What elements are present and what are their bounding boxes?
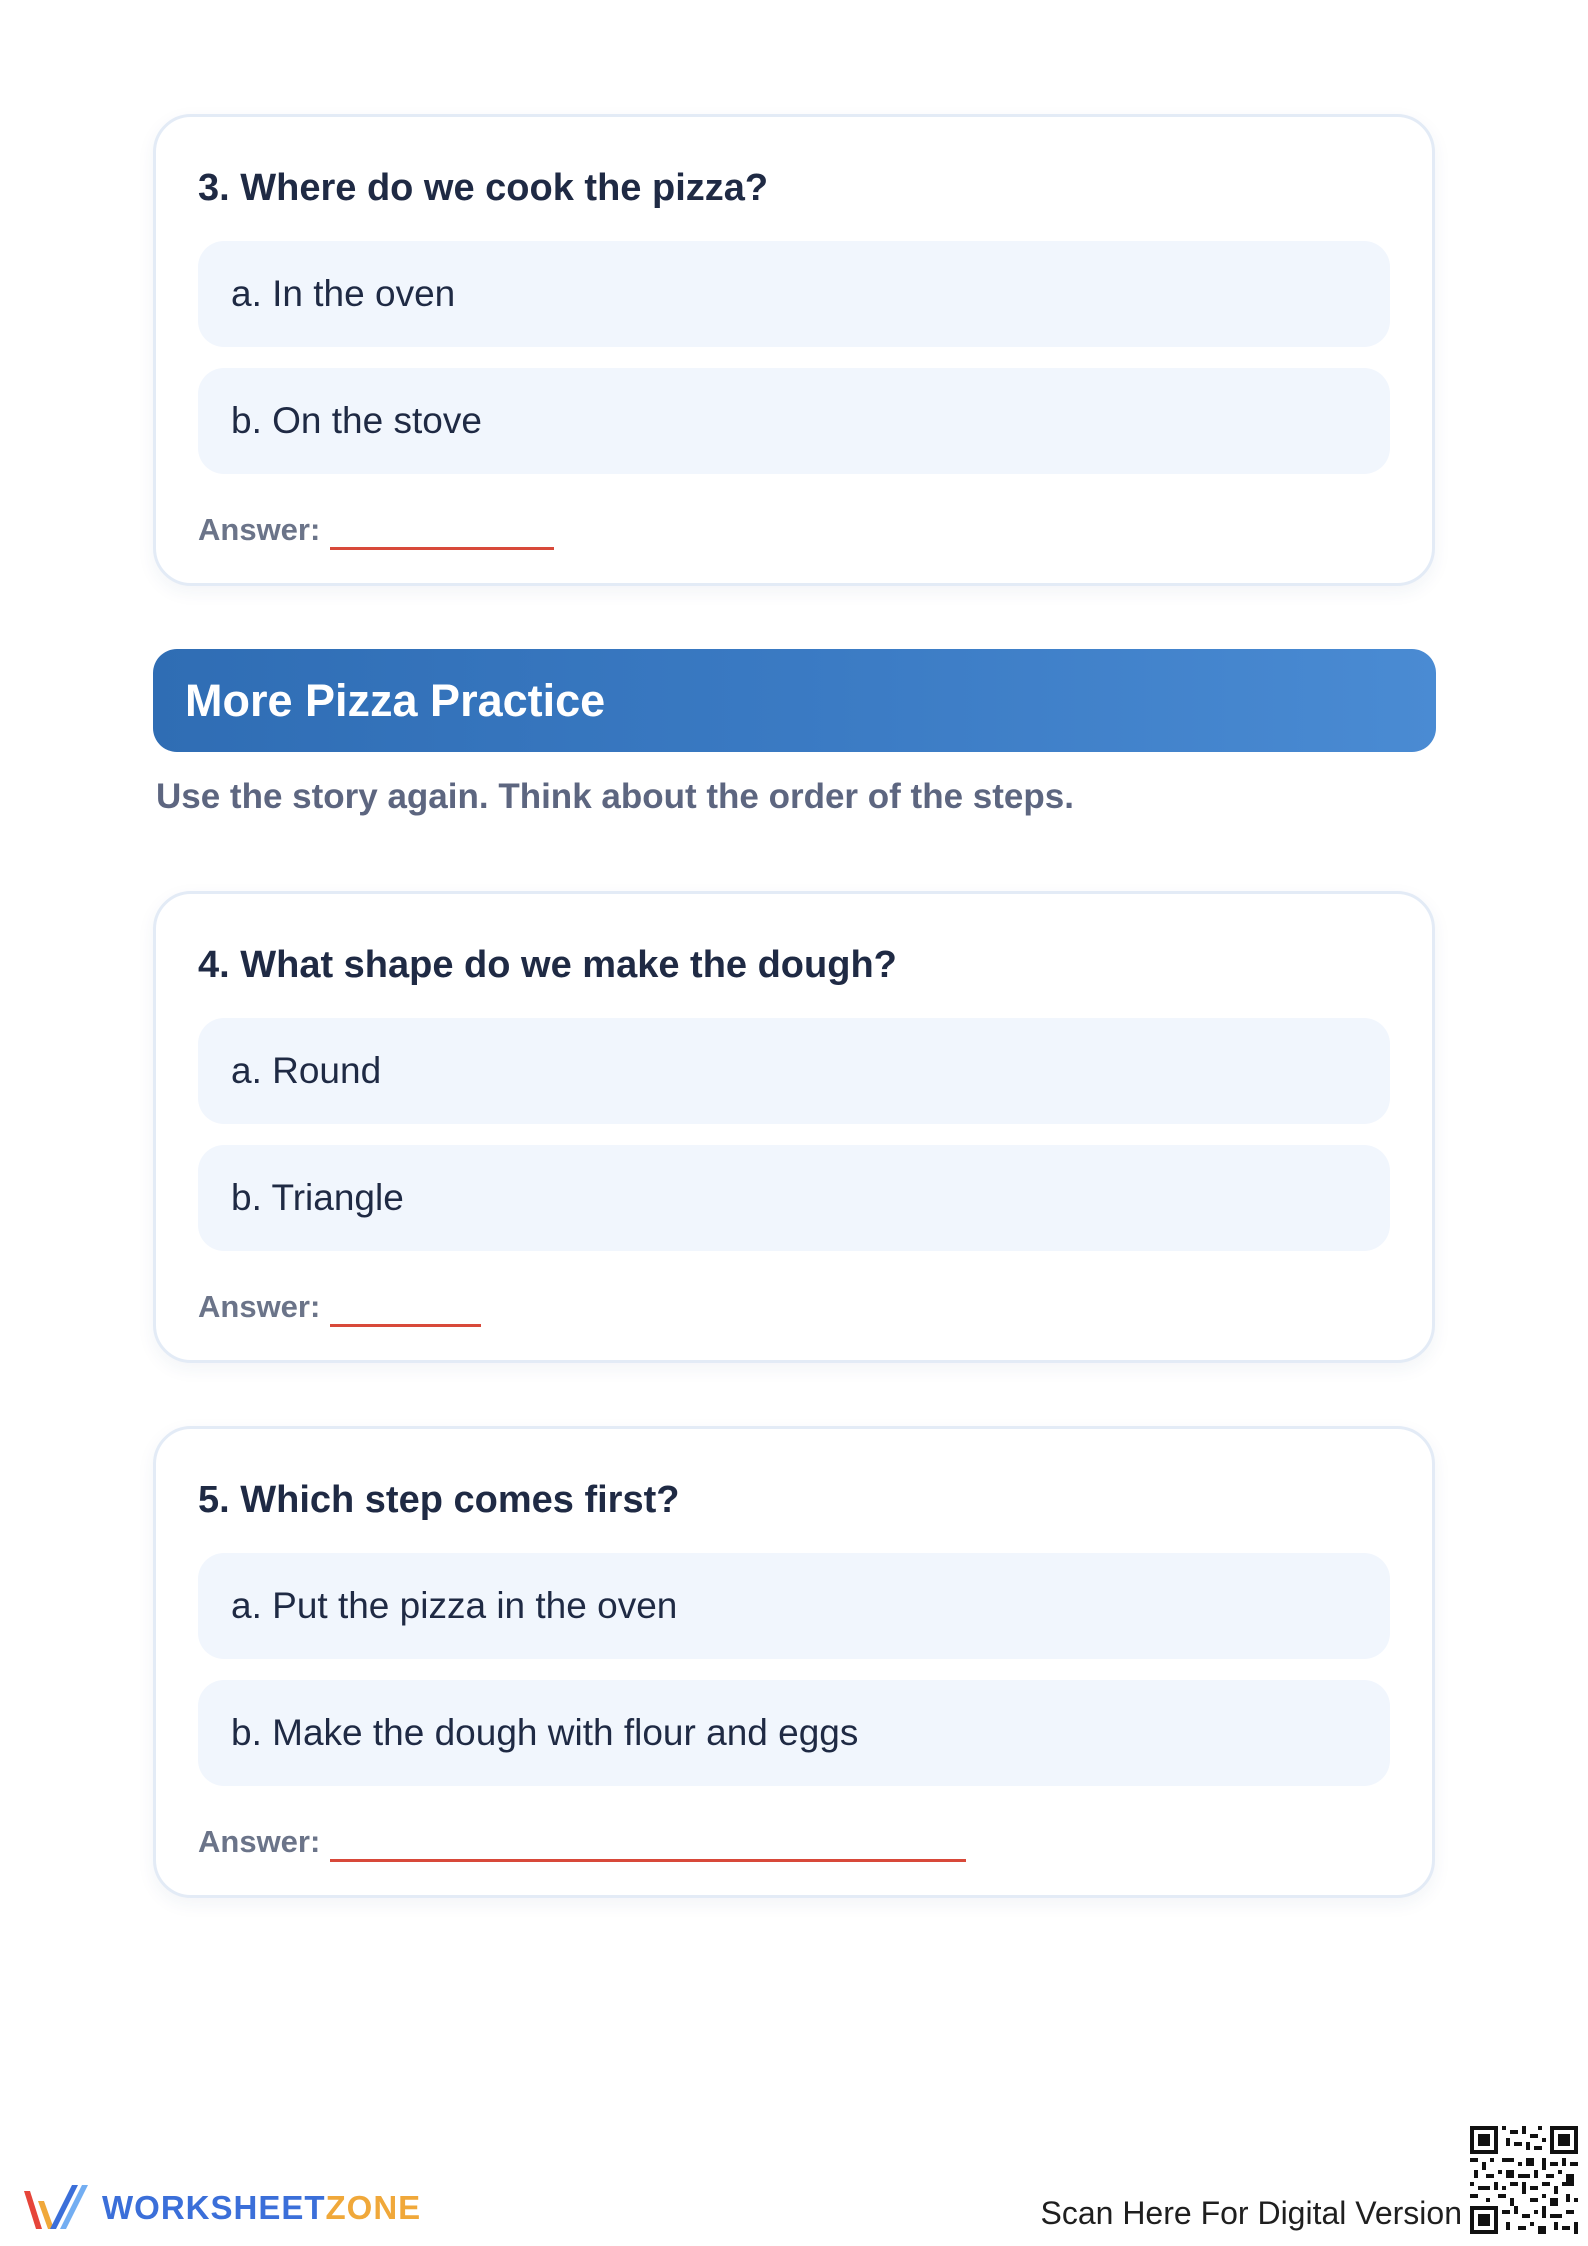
answer-row	[198, 1814, 1390, 1862]
option-a[interactable]: a. In the oven	[198, 241, 1390, 347]
brand-name	[102, 2189, 421, 2227]
qr-code-icon[interactable]	[1470, 2126, 1578, 2234]
worksheetzone-logo-icon	[20, 2179, 92, 2237]
answer-row	[198, 1279, 1390, 1327]
brand-name-part1: WORKSHEET	[102, 2189, 326, 2226]
answer-label: Answer:	[198, 1289, 321, 1324]
answer-blank[interactable]	[330, 1324, 481, 1327]
question-card-3	[153, 114, 1435, 586]
option-b[interactable]: b. On the stove	[198, 368, 1390, 474]
section-banner: More Pizza Practice	[153, 649, 1436, 752]
brand-name-part2: ZONE	[325, 2189, 422, 2226]
option-b[interactable]: b. Make the dough with flour and eggs	[198, 1680, 1390, 1786]
section-instruction: Use the story again. Think about the order of the steps.	[156, 777, 1074, 816]
scan-text: Scan Here For Digital Version	[1040, 2195, 1462, 2231]
question-card-5	[153, 1426, 1435, 1898]
option-a[interactable]: a. Put the pizza in the oven	[198, 1553, 1390, 1659]
question-card-4	[153, 891, 1435, 1363]
footer-logo[interactable]	[20, 2178, 421, 2238]
answer-blank[interactable]	[330, 1859, 966, 1862]
answer-blank[interactable]	[330, 547, 554, 550]
answer-label: Answer:	[198, 1824, 321, 1859]
option-a[interactable]: a. Round	[198, 1018, 1390, 1124]
option-b[interactable]: b. Triangle	[198, 1145, 1390, 1251]
answer-row	[198, 502, 1390, 550]
answer-label: Answer:	[198, 512, 321, 547]
question-text: 4. What shape do we make the dough?	[198, 944, 897, 986]
question-text: 5. Which step comes first?	[198, 1479, 680, 1521]
question-text: 3. Where do we cook the pizza?	[198, 167, 769, 209]
